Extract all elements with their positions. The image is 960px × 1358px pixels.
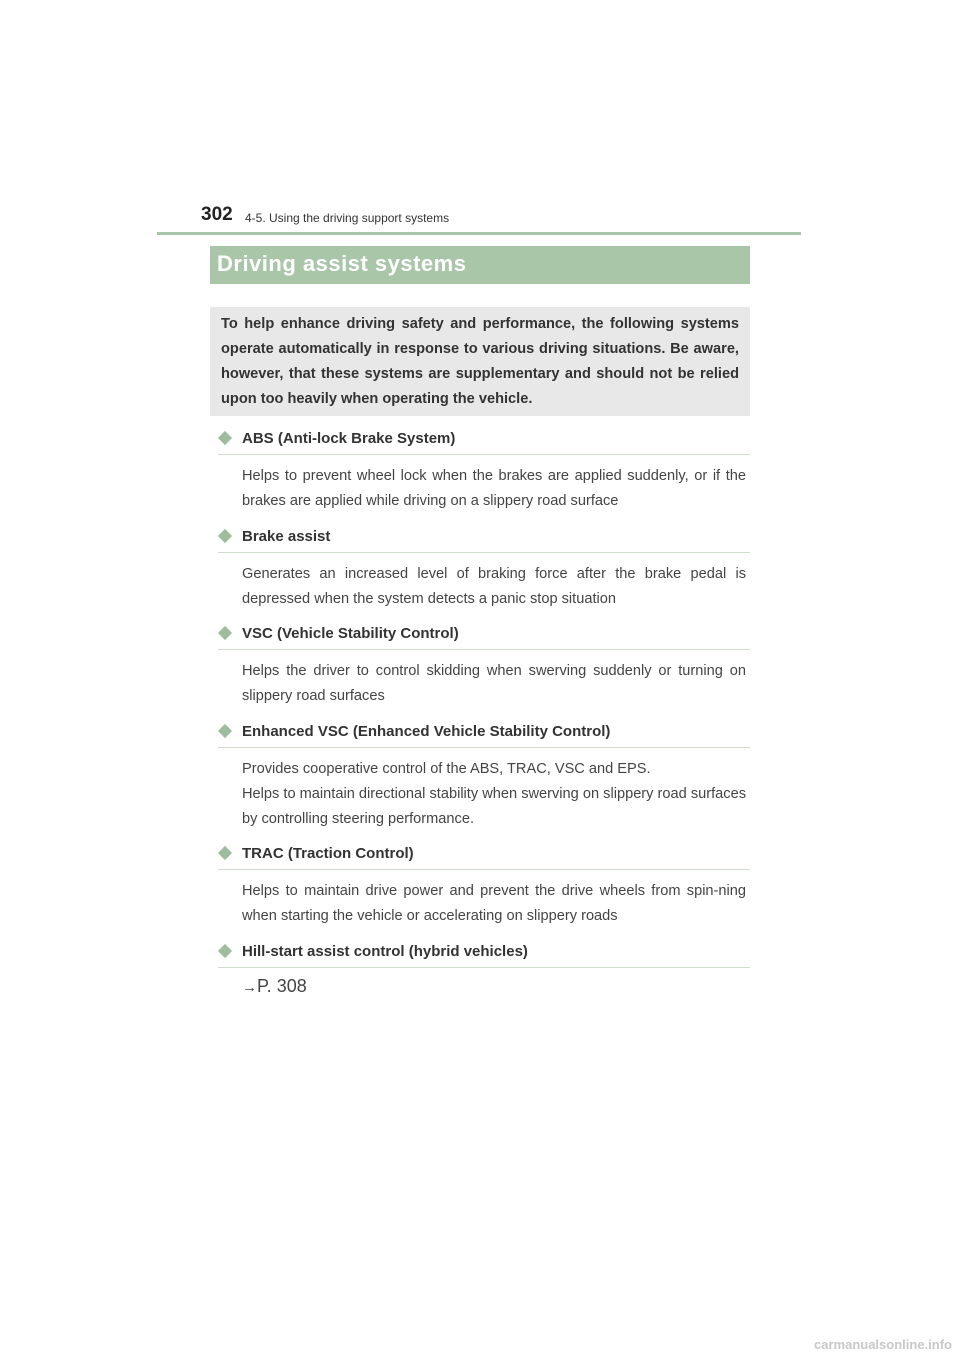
diamond-bullet-icon — [218, 944, 232, 958]
body-paragraph: Helps to maintain drive power and prevent the drive wheels from spin-ning when starting the vehicle or accelerating on slippery roads — [242, 883, 746, 924]
intro-text: To help enhance driving safety and performance, the following systems operate automatically in response to various driving situations. Be aware, however, that these systems are supplementary and should not be relied upon too heavily when operating the vehicle. — [221, 316, 739, 407]
section-heading-text: ABS (Anti-lock Brake System) — [242, 430, 456, 447]
diamond-bullet-icon — [218, 529, 232, 543]
page-reference-link[interactable] — [242, 976, 750, 997]
watermark: carmanualsonline.info — [814, 1337, 952, 1352]
running-header: 4-5. Using the driving support systems — [245, 211, 450, 225]
section-brake-assist — [218, 527, 750, 612]
section-hill-start — [218, 942, 750, 997]
body-paragraph: Provides cooperative control of the ABS, TRAC, VSC and EPS. — [242, 761, 651, 777]
title-banner — [210, 246, 750, 284]
section-trac — [218, 844, 750, 929]
diamond-bullet-icon — [218, 724, 232, 738]
section-body — [242, 879, 746, 929]
section-heading-text: VSC (Vehicle Stability Control) — [242, 625, 459, 642]
section-heading — [218, 722, 750, 748]
page-number: 302 — [201, 204, 233, 225]
diamond-bullet-icon — [218, 431, 232, 445]
section-heading — [218, 527, 750, 553]
diamond-bullet-icon — [218, 846, 232, 860]
section-heading — [218, 844, 750, 870]
section-heading-text: Hill-start assist control (hybrid vehicles) — [242, 943, 528, 960]
body-paragraph: Helps to prevent wheel lock when the brakes are applied suddenly, or if the brakes are applied while driving on a slippery road surface — [242, 468, 746, 509]
page-title: Driving assist systems — [217, 251, 467, 276]
section-body — [242, 757, 746, 832]
section-vsc — [218, 624, 750, 709]
section-body — [242, 562, 746, 612]
section-heading-text: TRAC (Traction Control) — [242, 845, 414, 862]
section-enhanced-vsc — [218, 722, 750, 832]
section-abs — [218, 429, 750, 514]
body-paragraph: Generates an increased level of braking force after the brake pedal is depressed when the system detects a panic stop situation — [242, 566, 746, 607]
intro-box — [210, 307, 750, 416]
diamond-bullet-icon — [218, 626, 232, 640]
section-heading — [218, 942, 750, 968]
section-heading — [218, 429, 750, 455]
section-heading-text: Enhanced VSC (Enhanced Vehicle Stability Control) — [242, 723, 611, 740]
body-paragraph: Helps the driver to control skidding when swerving suddenly or turning on slippery road surfaces — [242, 663, 746, 704]
section-heading — [218, 624, 750, 650]
page-reference-text: P. 308 — [257, 976, 307, 996]
section-body — [242, 659, 746, 709]
body-paragraph: Helps to maintain directional stability when swerving on slippery road surfaces by controlling steering performance. — [242, 786, 746, 827]
header-rule — [157, 232, 801, 235]
arrow-right-icon: → — [242, 979, 257, 996]
section-body — [242, 464, 746, 514]
section-heading-text: Brake assist — [242, 528, 331, 545]
